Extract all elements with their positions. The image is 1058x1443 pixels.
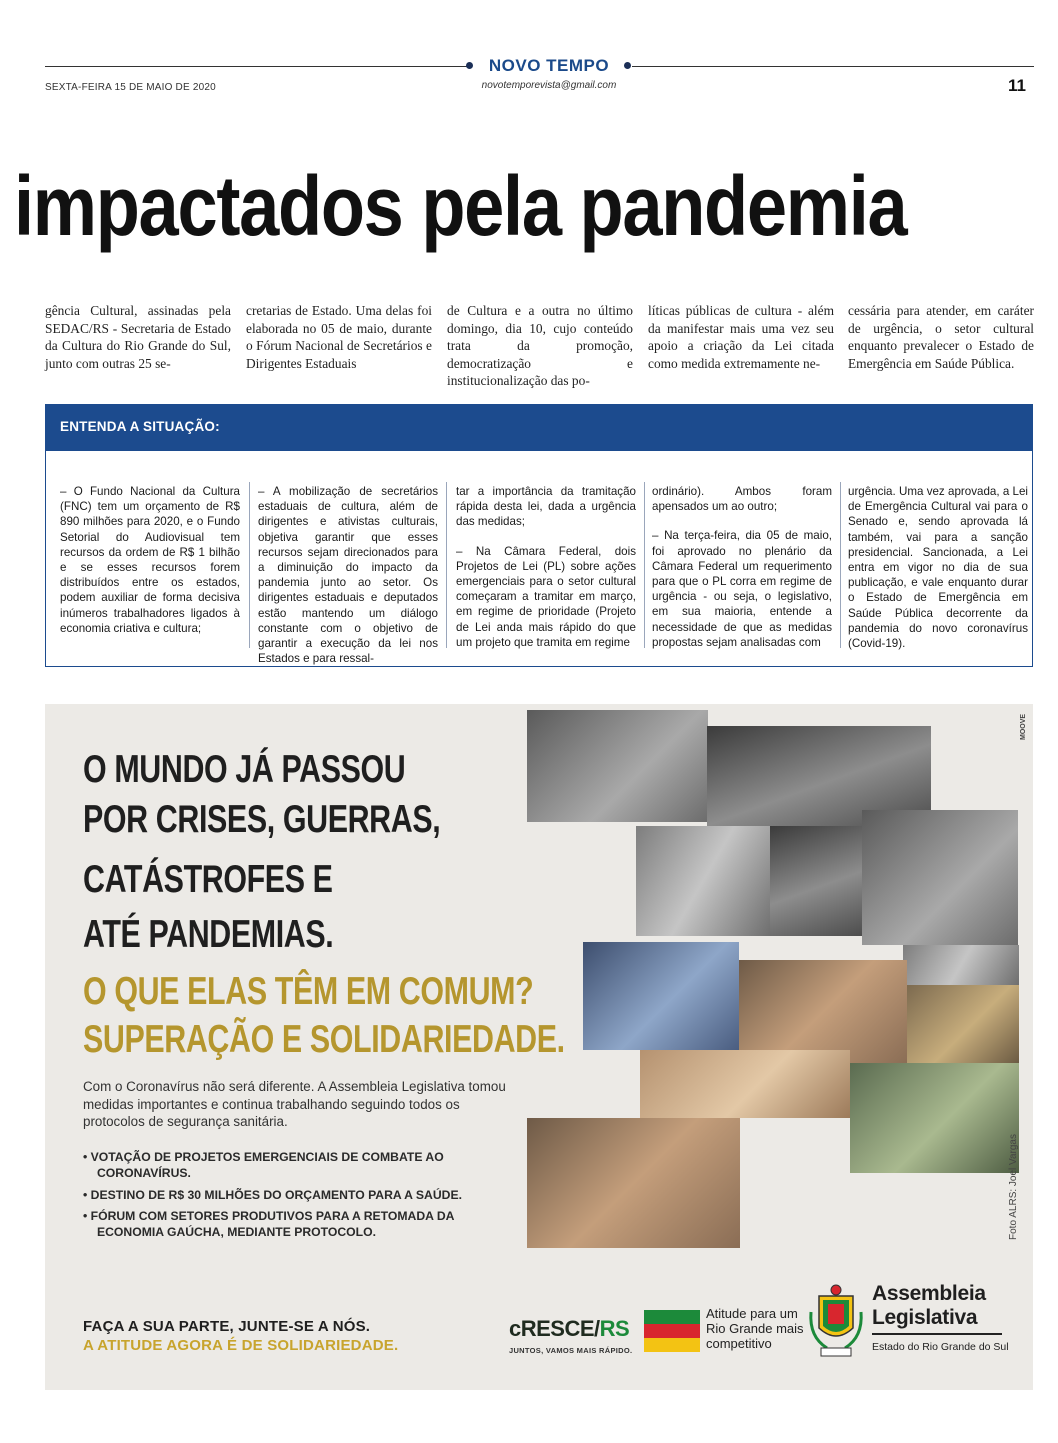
assembleia-logo-title: Legislativa xyxy=(872,1306,978,1329)
ad-bullet: • DESTINO DE R$ 30 MILHÕES DO ORÇAMENTO PARA A SAÚDE. xyxy=(83,1187,462,1202)
ad-bullet: • FÓRUM COM SETORES PRODUTIVOS PARA A RETOMADA DA ECONOMIA GAÚCHA, MEDIANTE PROTOCOLO. xyxy=(83,1209,455,1240)
ad-headline-line: ATÉ PANDEMIAS. xyxy=(83,913,334,956)
ad-bullet-list xyxy=(83,1150,523,1247)
ad-bullet: • VOTAÇÃO DE PROJETOS EMERGENCIAIS DE COMBATE AO CORONAVÍRUS. xyxy=(83,1150,444,1180)
ad-headline-line: POR CRISES, GUERRAS, xyxy=(83,798,441,841)
rs-coat-of-arms-icon xyxy=(807,1282,865,1362)
collage-photo-ruined-building xyxy=(527,710,708,822)
ad-subheadline-line: O QUE ELAS TÊM EM COMUM? xyxy=(83,970,534,1013)
header-rule-right xyxy=(632,66,1034,67)
atitude-logo-text: Atitude para um Rio Grande mais competitivo xyxy=(706,1306,804,1351)
info-box-divider xyxy=(249,482,250,648)
info-box-paragraph: – Na Câmara Federal, dois Projetos de Lei (PL) sobre ações emergenciais para o setor cultural começaram a tramitar em março, em regime de prioridade (Projeto de Lei anda mais rápido do que um projeto que tramita em regime xyxy=(456,544,636,649)
article-column-4: líticas públicas de cultura - além da manifestar mais uma vez seu apoio a criação da Lei citada como medida extremamente ne- xyxy=(648,303,834,371)
collage-photo-children-masks xyxy=(640,1050,850,1118)
header-date: SEXTA-FEIRA 15 DE MAIO DE 2020 xyxy=(45,82,216,93)
assembleia-logo-subtitle: Estado do Rio Grande do Sul xyxy=(872,1341,1009,1353)
article-column-1: gência Cultural, assinadas pela SEDAC/RS - Secretaria de Estado da Cultura do Rio Grande do Sul, junto com outras 25 se- xyxy=(45,303,231,371)
collage-photo-assembly-hall xyxy=(583,942,739,1050)
info-box-divider xyxy=(840,482,841,648)
assembleia-logo-title: Assembleia xyxy=(872,1282,986,1305)
info-box-divider xyxy=(644,482,645,648)
collage-photo-smiling-man xyxy=(850,1063,1019,1173)
info-box-column-3 xyxy=(456,484,636,650)
cresce-rs-logo xyxy=(509,1316,629,1342)
page-number: 11 xyxy=(1008,76,1026,95)
assembleia-logo-rule xyxy=(872,1333,1002,1335)
ad-footer-slogan: A ATITUDE AGORA É DE SOLIDARIEDADE. xyxy=(83,1337,399,1354)
header-rule-left xyxy=(45,66,470,67)
photo-credit: Foto ALRS: Joel Vargas xyxy=(1008,1134,1019,1240)
info-box-paragraph: tar a importância da tramitação rápida desta lei, dada a urgência das medidas; xyxy=(456,485,636,529)
masthead: NOVO TEMPO xyxy=(488,56,610,75)
article-column-3: de Cultura e a outra no último domingo, dia 10, cujo conteúdo trata da promoção, democratização e institucionalização das po- xyxy=(447,303,633,389)
cresce-logo-text: cRESCE/ xyxy=(509,1316,600,1341)
collage-photo-debris xyxy=(903,945,1019,985)
ad-footer-tagline: FAÇA A SUA PARTE, JUNTE-SE A NÓS. xyxy=(83,1318,371,1335)
ad-headline-line: CATÁSTROFES E xyxy=(83,858,333,901)
collage-photo-bread-line xyxy=(636,826,770,936)
rs-flag-icon xyxy=(644,1310,700,1352)
article-column-5: cessária para atender, em caráter de urgência, o setor cultural enquanto prevalecer o Estado de Emergência em Saúde Pública. xyxy=(848,303,1034,371)
collage-photo-war-scene xyxy=(862,810,1018,945)
info-box-column-1: – O Fundo Nacional da Cultura (FNC) tem um orçamento de R$ 890 milhões para 2020, e o Fundo Setorial do Audiovisual tem recursos da ordem de R$ 1 bilhão e se esses recursos forem distribuídos entre os estados, podem auxiliar de forma decisiva inúmeros trabalhadores ligados à economia criativa e cultura; xyxy=(60,485,240,635)
agency-tag: MOOVE xyxy=(1020,713,1027,740)
ad-headline-line: O MUNDO JÁ PASSOU xyxy=(83,748,406,791)
info-box-column-5: urgência. Uma vez aprovada, a Lei de Emergência Cultural vai para o Senado e, sendo aprovada lá também, vai para a sanção presidencial. Sancionada, a Lei entra em vigor no dia de sua publicação, e vale enquanto durar o Estado de Emergência em Saúde Pública decorrente da pandemia do novo coronavírus (Covid-19). xyxy=(848,485,1028,651)
ad-body-text: Com o Coronavírus não será diferente. A Assembleia Legislativa tomou medidas importantes e continua trabalhando seguindo todos os protocolos de segurança sanitária. xyxy=(83,1079,506,1129)
info-box-column-2: – A mobilização de secretários estaduais de cultura, além de dirigentes e ativistas culturais, objetiva garantir que esses recursos sejam direcionados para a diminuição do impacto da pandemia junto ao setor. Os dirigentes estaduais e deputados estão mantendo um diálogo constante com o objetivo de garantir a execução da lei nos Estados e para ressal- xyxy=(258,485,438,666)
cresce-rs-tagline: JUNTOS, VAMOS MAIS RÁPIDO. xyxy=(509,1346,633,1355)
collage-photo-crowd xyxy=(770,826,862,936)
collage-photo-family-embrace xyxy=(739,960,907,1064)
collage-photo-masked-worker xyxy=(907,985,1019,1063)
info-box-column-4 xyxy=(652,484,832,650)
info-box-paragraph: ordinário). Ambos foram apensados um ao outro; xyxy=(652,485,832,514)
header-dot-left xyxy=(466,62,473,69)
info-box-paragraph: – Na terça-feira, dia 05 de maio, foi aprovado no plenário da Câmara Federal um requerimento para que o PL corra em regime de urgência - ou seja, o legislativo, em sua maioria, entende a necessidade de que as medidas propostas sejam analisadas com xyxy=(652,529,832,649)
cresce-logo-rs: RS xyxy=(599,1316,630,1341)
info-box-divider xyxy=(446,482,447,648)
header-email: novotemporevista@gmail.com xyxy=(481,80,617,91)
article-column-2: cretarias de Estado. Uma delas foi elaborada no 05 de maio, durante o Fórum Nacional de Secretários e Dirigentes Estaduais xyxy=(246,303,432,371)
headline: impactados pela pandemia xyxy=(14,159,907,253)
info-box-title: ENTENDA A SITUAÇÃO: xyxy=(60,419,220,434)
ad-subheadline-line: SUPERAÇÃO E SOLIDARIEDADE. xyxy=(83,1018,565,1061)
header-dot-right xyxy=(624,62,631,69)
collage-photo-family-couch xyxy=(527,1118,740,1248)
